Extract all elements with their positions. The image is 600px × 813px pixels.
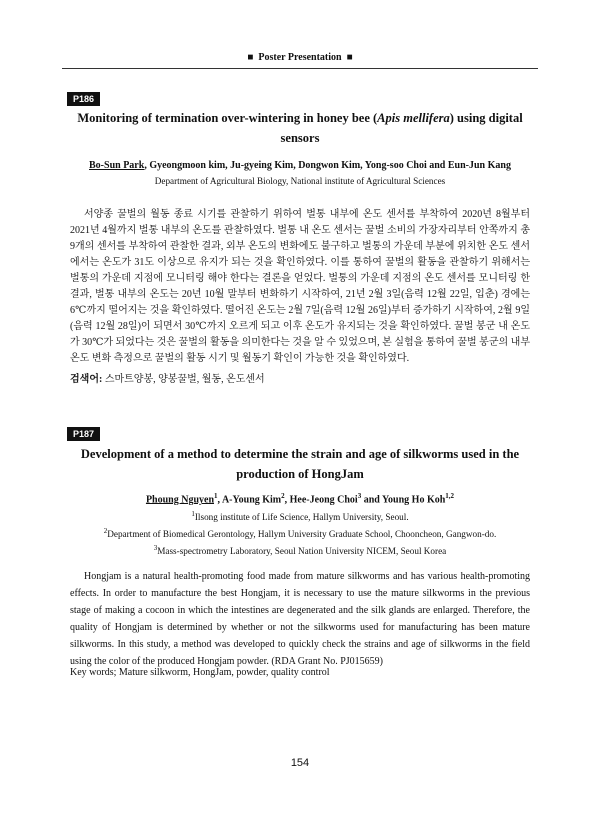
p187-affiliation-1: [62, 507, 538, 524]
p187-title-line2: production of HongJam: [236, 467, 364, 481]
affil-text: Mass-spectrometry Laboratory, Seoul Nation University NICEM, Seoul Korea: [157, 546, 447, 557]
p187-title: [70, 444, 530, 484]
affil-sup: 1: [191, 510, 195, 518]
p187-affiliation-2: [62, 524, 538, 541]
p186-keywords-list: 스마트양봉, 양봉꿀벌, 월동, 온도센서: [102, 374, 265, 385]
p186-title-pre: Monitoring of termination over-wintering in honey bee (: [77, 111, 378, 125]
affil-sup: 2: [103, 527, 108, 536]
p186-title-species: Apis mellifera: [377, 111, 450, 125]
author-sup: 1,2: [445, 492, 455, 500]
p187-author-2: , A-Young Kim: [217, 494, 282, 506]
header-title: Poster Presentation: [258, 52, 342, 63]
p187-authors: [62, 492, 538, 505]
p186-affiliation: Department of Agricultural Biology, National institute of Agricultural Sciences: [154, 176, 446, 186]
header-mark-right: ■: [346, 52, 353, 63]
p186-title: [70, 108, 530, 148]
author-sup: 1: [214, 492, 218, 500]
p187-affiliations: [62, 507, 538, 558]
p186-presenting-author: Bo-Sun Park: [89, 160, 145, 171]
p186-abstract: 서양종 꿀벌의 월동 종료 시기를 관찰하기 위하여 벌통 내부에 온도 센서를 부착하여 2020년 8월부터 2021년 4월까지 벌통 내부의 온도를 관찰하였다. 벌통 내 온도 센서는 꿀벌 소비의 가장자리부터 안쪽까지 총 9개의 센서를 부착하여 관찰한 결과, 외부 온도의 변화에도 불구하고 벌통의 가운데 부분에 위치한 온도 센서에서는 온도가 31도 이상으로 유지가 되는 것을 확인하였다. 이를 통하여 꿀벌의 활동을 관찰하기 위해서는 벌통의 가운데 지점에 모니터링 해야 한다는 결론을 얻었다. 벌통의 가운데 지점의 온도 센서를 모니터링 한 결과, 벌통 내부의 온도는 20년 10월 말부터 변화하기 시작하여, 21년 2월 3일(음력 12월 22일, 입춘) 경에는 6℃까지 떨어지는 것을 확인하였다. 떨어진 온도는 2월 7일(음력 12월 26일)부터 증가하기 시작하여, 2월 9일(음력 12월 28일)이 되면서 30℃까지 오르게 되고 이후 온도가 유지되는 것을 확인하였다. 꿀벌 봉군 내 온도가 30℃가 되었다는 것은 꿀벌의 활동을 의미한다는 것을 알 수 있었으며, 본 실험을 통하여 꿀벌 봉군의 내부 온도 변화 측정으로 꿀벌의 활동 시기 및 월동기 확인이 가능한 것을 확인하였다.: [70, 209, 530, 364]
p187-presenting-author: Phoung Nguyen: [145, 494, 215, 506]
affil-text: Department of Biomedical Gerontology, Hallym University Graduate School, Chooncheon, Gangwon-do.: [107, 529, 497, 540]
author-sup: 2: [281, 492, 285, 500]
p186-coauthors: , Gyeongmoon kim, Ju-gyeing Kim, Dongwon Kim, Yong-soo Choi and Eun-Jun Kang: [144, 160, 511, 171]
p187-abstract: Hongjam is a natural health-promoting food made from mature silkworms and has various health-promoting effects. In order to manufacture the best Hongjam, it is necessary to use the mature silkworms in the previous stage of making a cocoon in which the intestines are degenerated and the silk glands are enlarged. Therefore, the quality of Hongjam is determined by whether or not the silkworms used for manufacturing has been mature silkworms. In this study, a method was developed to quickly check the strains and age of silkworms in the field using the color of the produced Hongjam powder. (RDA Grant No. PJ015659): [70, 571, 530, 667]
p187-title-line1: Development of a method to determine the strain and age of silkworms used in the: [80, 447, 520, 461]
header-rule: [62, 68, 538, 69]
p186-keywords: [70, 370, 530, 385]
author-sup: 3: [357, 492, 362, 500]
poster-badge-p187: P187: [67, 427, 100, 441]
poster-badge-p186: P186: [67, 92, 100, 106]
affil-text: Ilsong institute of Life Science, Hallym University, Seoul.: [194, 512, 409, 523]
p186-keywords-label: 검색어:: [70, 374, 103, 385]
p187-affiliation-3: [62, 541, 538, 558]
affil-sup: 3: [153, 544, 158, 553]
p186-authors: [62, 160, 538, 171]
header-mark-left: ■: [247, 52, 254, 63]
p187-author-4: and Young Ho Koh: [361, 494, 446, 506]
page-number: 154: [290, 757, 310, 769]
p187-author-3: , Hee-Jeong Choi: [284, 494, 358, 506]
p187-keywords: Key words; Mature silkworm, HongJam, powder, quality control: [70, 667, 330, 678]
running-header: [0, 52, 600, 63]
p186-title-post: ) using digital sensors: [280, 111, 523, 145]
